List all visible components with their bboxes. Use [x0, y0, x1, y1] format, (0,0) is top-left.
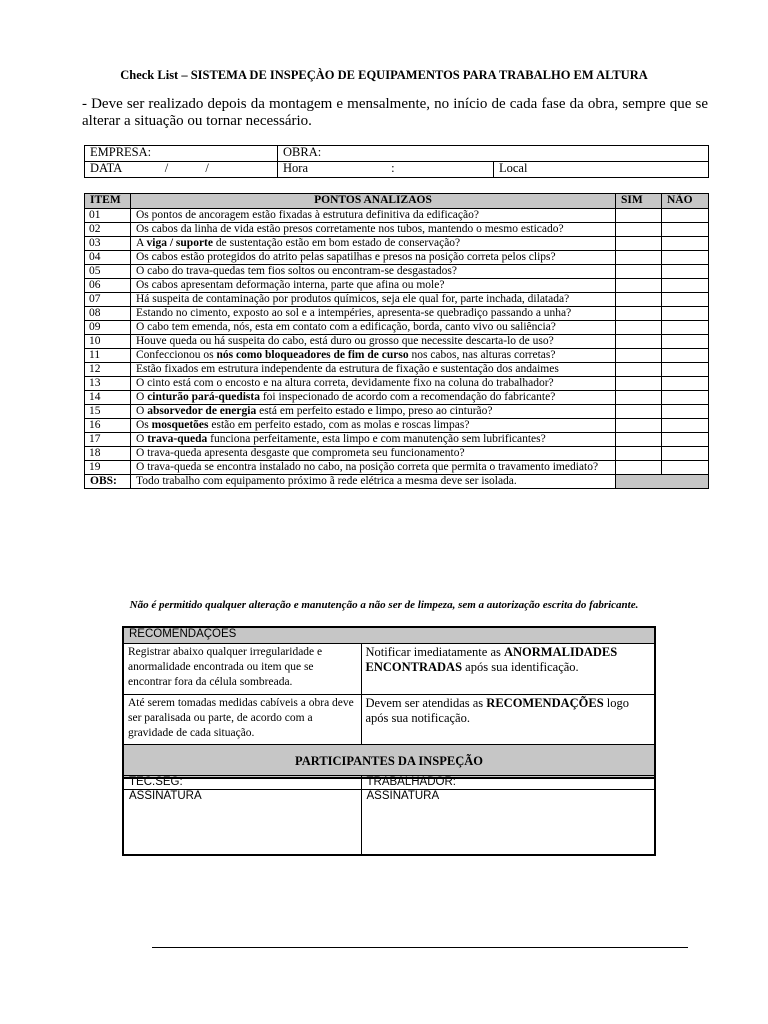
nao-checkbox-cell[interactable]: [662, 265, 709, 279]
recommendation-atender-text: Devem ser atendidas as: [365, 696, 487, 710]
checklist-row: [85, 293, 709, 307]
data-label: DATA: [90, 161, 122, 175]
sim-checkbox-cell[interactable]: [616, 391, 662, 405]
recommendations-heading: RECOMENDAÇÕES: [123, 627, 655, 644]
signature-label: ASSINATURA: [366, 790, 440, 802]
document-title: Check List – SISTEMA DE INSPEÇÀO DE EQUIPAMENTOS PARA TRABALHO EM ALTURA: [120, 68, 648, 82]
checklist-row: [85, 307, 709, 321]
item-number: 06: [85, 279, 131, 293]
checklist-row: [85, 377, 709, 391]
nao-checkbox-cell[interactable]: [662, 335, 709, 349]
obs-text: Todo trabalho com equipamento próximo ã rede elétrica a mesma deve ser isolada.: [131, 475, 616, 489]
intro-text: - Deve ser realizado depois da montagem e mensalmente, no início de cada fase da obra, sempre que se alterar a situação ou tornar necessário.: [82, 96, 708, 129]
checklist-row: [85, 335, 709, 349]
item-question: [131, 335, 616, 349]
item-question: [131, 447, 616, 461]
item-question: [131, 279, 616, 293]
local-field[interactable]: [494, 162, 709, 178]
item-number: 04: [85, 251, 131, 265]
participants-heading: PARTICIPANTES DA INSPEÇÃO: [123, 745, 655, 779]
nao-checkbox-cell[interactable]: [662, 307, 709, 321]
question-tail-text: funciona perfeitamente, esta limpo e com manutenção sem lubrificantes?: [207, 433, 546, 445]
signature-field-trabalhador[interactable]: [361, 790, 655, 856]
item-number: 09: [85, 321, 131, 335]
question-text: O cabo tem emenda, nós, esta em contato com a edificação, borda, canto vivo ou saliência?: [136, 321, 556, 333]
item-number: 12: [85, 363, 131, 377]
item-number: 05: [85, 265, 131, 279]
obs-label: OBS:: [85, 475, 131, 489]
obs-shaded-cell: [616, 475, 709, 489]
item-number: 17: [85, 433, 131, 447]
question-bold-text: mosquetões: [151, 419, 209, 431]
question-text: Estando no cimento, exposto ao sol e a intempéries, apresenta-se quebradiço passando a unha?: [136, 307, 572, 319]
recommendation-notificar: [361, 644, 655, 695]
signature-label: ASSINATURA: [129, 790, 202, 802]
question-tail-text: foi inspecionado de acordo com a recomendação do fabricante?: [259, 391, 556, 403]
obra-label: OBRA:: [283, 145, 322, 159]
item-number: 14: [85, 391, 131, 405]
nao-checkbox-cell[interactable]: [662, 433, 709, 447]
checklist-row: [85, 265, 709, 279]
question-text: Os cabos da linha de vida estão presos corretamente nos tubos, mantendo o mesmo esticado?: [136, 223, 564, 235]
question-bold-text: trava-queda: [147, 433, 208, 445]
question-text: Os cabos estão protegidos do atrito pelas sapatilhas e presos na posição correta pelos clips?: [136, 251, 556, 263]
item-question: [131, 237, 616, 251]
header-table-grid: [84, 145, 709, 178]
question-text: A: [136, 237, 147, 249]
item-question: [131, 251, 616, 265]
nao-checkbox-cell[interactable]: [662, 405, 709, 419]
nao-checkbox-cell[interactable]: [662, 447, 709, 461]
item-number: 07: [85, 293, 131, 307]
tec-seg-field[interactable]: [123, 776, 361, 790]
item-question: [131, 461, 616, 475]
question-text: O: [136, 405, 148, 417]
question-bold-text: nós como bloqueadores de fim de curso: [216, 349, 409, 361]
recommendation-atender: [361, 695, 655, 745]
signature-field-tec-seg[interactable]: [123, 790, 361, 856]
question-bold-text: cinturão pará-quedista: [147, 391, 260, 403]
recommendation-paralisar: Até serem tomadas medidas cabíveis a obra deve ser paralisada ou parte, de acordo com a gravidade de cada situação.: [123, 695, 361, 745]
recommendation-registrar: Registrar abaixo qualquer irregularidade e anormalidade encontrada ou item que se encontrar fora da célula sombreada.: [123, 644, 361, 695]
trabalhador-field[interactable]: [361, 776, 655, 790]
question-text: Estão fixados em estrutura independente da estrutura de fixação e sustentação dos andaimes: [136, 363, 559, 375]
question-text: O cabo do trava-quedas tem fios soltos ou encontram-se desgastados?: [136, 265, 457, 277]
question-text: Os pontos de ancoragem estão fixadas à estrutura definitiva da edificação?: [136, 209, 479, 221]
sim-checkbox-cell[interactable]: [616, 321, 662, 335]
sim-checkbox-cell[interactable]: [616, 223, 662, 237]
sim-checkbox-cell[interactable]: [616, 349, 662, 363]
item-question: [131, 419, 616, 433]
date-separator: /: [205, 161, 209, 175]
recommendation-notificar-text: Notificar imediatamente as: [365, 645, 504, 659]
time-separator: :: [391, 161, 395, 175]
question-text: Os cabos apresentam deformação interna, parte que afina ou mole?: [136, 279, 445, 291]
tec-seg-label: TEC.SEG:: [129, 776, 183, 788]
item-number: 03: [85, 237, 131, 251]
date-separator: /: [164, 161, 169, 175]
column-header-nao: NÃO: [662, 194, 709, 209]
checklist-row: [85, 405, 709, 419]
recommendation-atender-tail: logo após sua notificação.: [365, 696, 630, 725]
sim-checkbox-cell[interactable]: [616, 447, 662, 461]
question-tail-text: estão em perfeito estado, com as molas e roscas limpas?: [208, 419, 470, 431]
question-tail-text: nos cabos, nas alturas corretas?: [408, 349, 556, 361]
checklist-row: [85, 237, 709, 251]
question-text: Os: [136, 419, 152, 431]
checklist-row: [85, 223, 709, 237]
nao-checkbox-cell[interactable]: [662, 237, 709, 251]
checklist-row: [85, 209, 709, 223]
checklist-row: [85, 461, 709, 475]
sim-checkbox-cell[interactable]: [616, 307, 662, 321]
checklist-row: [85, 363, 709, 377]
item-question: [131, 307, 616, 321]
checklist-row: [85, 321, 709, 335]
sim-checkbox-cell[interactable]: [616, 419, 662, 433]
item-question: [131, 265, 616, 279]
sim-checkbox-cell[interactable]: [616, 293, 662, 307]
question-text: Confeccionou os: [136, 349, 217, 361]
footer-divider-line: [152, 947, 688, 948]
item-number: 11: [85, 349, 131, 363]
item-number: 02: [85, 223, 131, 237]
checklist-body: [85, 209, 709, 475]
item-question: [131, 209, 616, 223]
checklist-row: [85, 391, 709, 405]
sim-checkbox-cell[interactable]: [616, 433, 662, 447]
nao-checkbox-cell[interactable]: [662, 321, 709, 335]
item-question: [131, 433, 616, 447]
sim-checkbox-cell[interactable]: [616, 377, 662, 391]
nao-checkbox-cell[interactable]: [662, 209, 709, 223]
column-header-sim: SIM: [616, 194, 662, 209]
item-number: 10: [85, 335, 131, 349]
question-tail-text: de sustentação estão em bom estado de conservação?: [213, 237, 461, 249]
item-question: [131, 377, 616, 391]
nao-checkbox-cell[interactable]: [662, 419, 709, 433]
question-text: O cinto está com o encosto e na altura correta, devidamente fixo na coluna do trabalhador?: [136, 377, 554, 389]
nao-checkbox-cell[interactable]: [662, 391, 709, 405]
hora-field[interactable]: [278, 162, 494, 178]
item-number: 18: [85, 447, 131, 461]
recommendation-notificar-bold: ANORMALIDADES ENCONTRADAS: [365, 645, 618, 674]
empresa-field[interactable]: [85, 146, 278, 162]
item-question: [131, 349, 616, 363]
recommendation-notificar-tail: após sua identificação.: [462, 660, 579, 674]
checklist-row: [85, 349, 709, 363]
question-bold-text: viga / suporte: [146, 237, 213, 249]
item-question: [131, 293, 616, 307]
question-tail-text: está em perfeito estado e limpo, preso ao cinturão?: [256, 405, 493, 417]
sim-checkbox-cell[interactable]: [616, 279, 662, 293]
checklist-header-row: [85, 194, 709, 209]
nao-checkbox-cell[interactable]: [662, 349, 709, 363]
item-question: [131, 405, 616, 419]
recommendations-table: [122, 626, 656, 779]
obra-field[interactable]: [278, 146, 709, 162]
nao-checkbox-cell[interactable]: [662, 223, 709, 237]
nao-checkbox-cell[interactable]: [662, 363, 709, 377]
checklist-table: [84, 193, 709, 489]
sim-checkbox-cell[interactable]: [616, 265, 662, 279]
question-text: Houve queda ou há suspeita do cabo, está duro ou grosso que necessite descarta-lo de uso?: [136, 335, 554, 347]
item-question: [131, 223, 616, 237]
nao-checkbox-cell[interactable]: [662, 251, 709, 265]
item-number: 15: [85, 405, 131, 419]
data-field[interactable]: [85, 162, 278, 178]
item-number: 08: [85, 307, 131, 321]
sim-checkbox-cell[interactable]: [616, 209, 662, 223]
checklist-row: [85, 447, 709, 461]
question-text: O trava-queda apresenta desgaste que comprometa seu funcionamento?: [136, 447, 465, 459]
item-question: [131, 363, 616, 377]
sim-checkbox-cell[interactable]: [616, 461, 662, 475]
sim-checkbox-cell[interactable]: [616, 251, 662, 265]
obs-row: [85, 475, 709, 489]
trabalhador-label: TRABALHADOR:: [366, 776, 456, 788]
empresa-label: EMPRESA:: [90, 145, 152, 159]
nao-checkbox-cell[interactable]: [662, 293, 709, 307]
checklist-row: [85, 251, 709, 265]
local-label: Local: [499, 161, 528, 175]
sim-checkbox-cell[interactable]: [616, 237, 662, 251]
column-header-item: ITEM: [85, 194, 131, 209]
warning-text: Não é permitido qualquer alteração e manutenção a não ser de limpeza, sem a autorização escrita do fabricante.: [129, 599, 639, 611]
item-number: 13: [85, 377, 131, 391]
nao-checkbox-cell[interactable]: [662, 279, 709, 293]
question-bold-text: absorvedor de energia: [147, 405, 257, 417]
item-number: 01: [85, 209, 131, 223]
question-text: O: [136, 391, 148, 403]
nao-checkbox-cell[interactable]: [662, 461, 709, 475]
recommendation-atender-bold: RECOMENDAÇÕES: [486, 696, 604, 710]
question-text: O trava-queda se encontra instalado no cabo, na posição correta que permita o travamento imediato?: [136, 461, 599, 473]
question-text: Há suspeita de contaminação por produtos químicos, seja ele qual for, parte inchada, dilatada?: [136, 293, 570, 305]
column-header-pontos: PONTOS ANALIZAOS: [131, 194, 616, 209]
checklist-row: [85, 433, 709, 447]
question-text: O: [136, 433, 148, 445]
sim-checkbox-cell[interactable]: [616, 335, 662, 349]
checklist-row: [85, 279, 709, 293]
participants-table: [122, 775, 656, 856]
item-number: 16: [85, 419, 131, 433]
sim-checkbox-cell[interactable]: [616, 405, 662, 419]
hora-label: Hora: [283, 161, 308, 175]
checklist-row: [85, 419, 709, 433]
item-question: [131, 321, 616, 335]
nao-checkbox-cell[interactable]: [662, 377, 709, 391]
item-question: [131, 391, 616, 405]
sim-checkbox-cell[interactable]: [616, 363, 662, 377]
item-number: 19: [85, 461, 131, 475]
